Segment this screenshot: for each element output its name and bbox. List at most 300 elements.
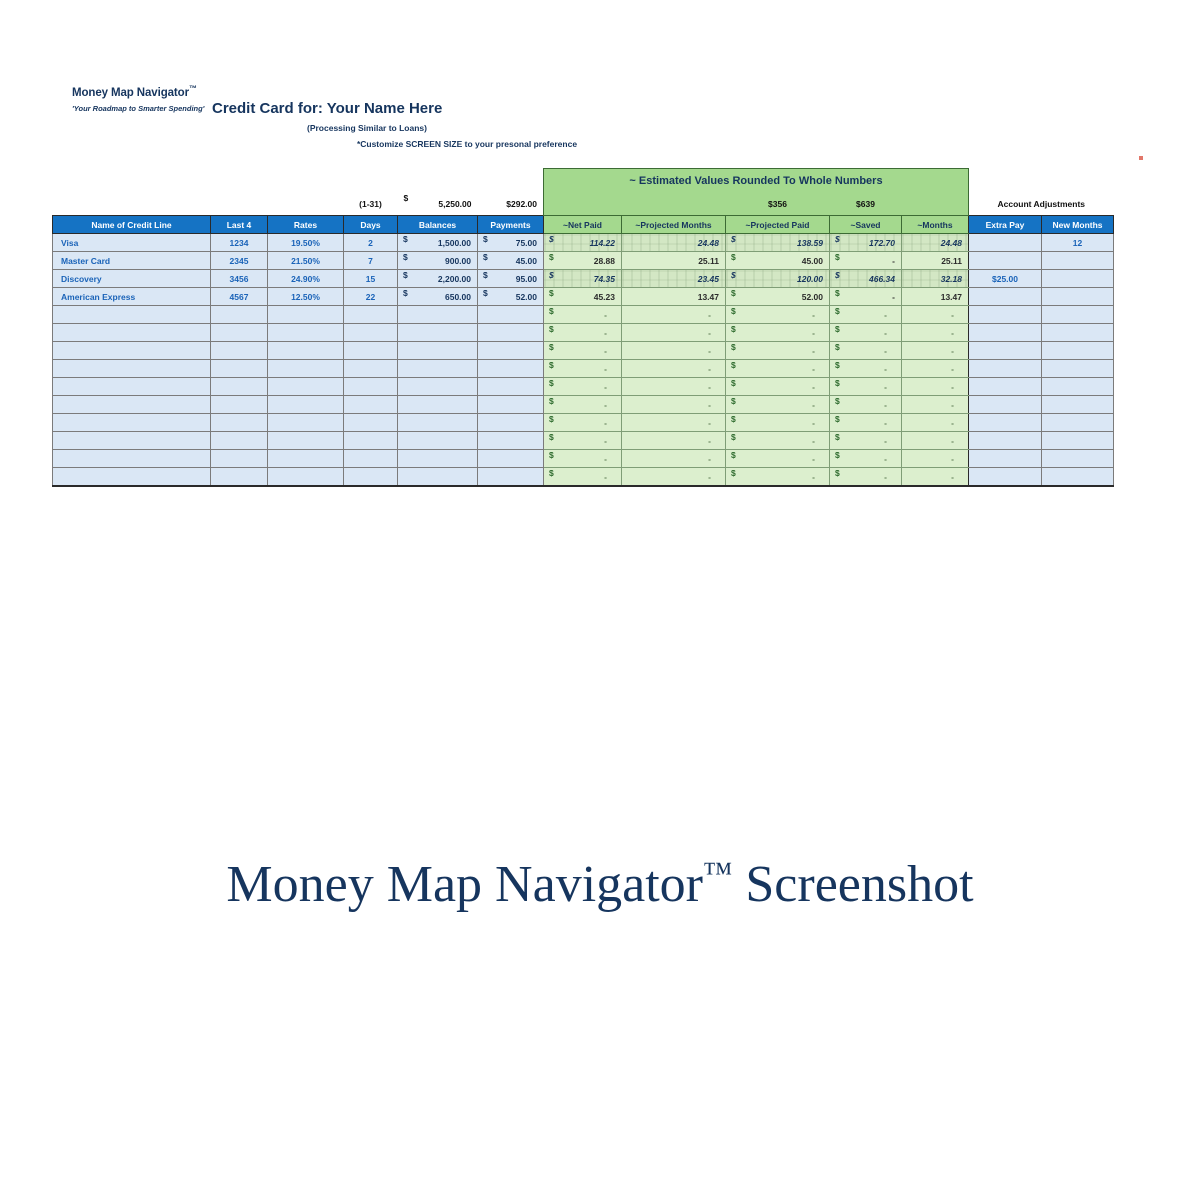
table-row[interactable]	[53, 306, 1114, 324]
cell-new-months[interactable]	[1042, 270, 1114, 288]
cell-projected-paid[interactable]	[726, 450, 830, 468]
currency-symbol: $	[403, 288, 408, 298]
balances-total-symbol: $	[403, 193, 409, 203]
cell-projected-months[interactable]: 23.45	[622, 270, 726, 288]
brand-tagline: 'Your Roadmap to Smarter Spending'	[72, 103, 205, 113]
brand-name-text: Money Map Navigator	[72, 86, 189, 99]
currency-symbol: $	[835, 396, 840, 406]
cell-saved-value: -	[884, 417, 887, 428]
table-row[interactable]	[53, 396, 1114, 414]
cell-projected-paid-value: -	[812, 381, 815, 392]
cell-days[interactable]	[344, 396, 398, 414]
table-row[interactable]	[53, 414, 1114, 432]
cell-last-4[interactable]	[211, 396, 268, 414]
currency-symbol: $	[549, 252, 554, 262]
cell-rate[interactable]	[268, 342, 344, 360]
cell-saved[interactable]	[830, 252, 902, 270]
cell-projected-months[interactable]: -	[622, 414, 726, 432]
table-row[interactable]	[53, 468, 1114, 487]
balances-total-cell	[398, 193, 478, 216]
cell-projected-months[interactable]: -	[622, 468, 726, 487]
header-last-4[interactable]: Last 4	[211, 216, 268, 234]
cell-net-paid-value: -	[604, 471, 607, 482]
cell-saved-value: -	[884, 381, 887, 392]
cell-credit-line-name[interactable]	[53, 360, 211, 378]
cell-rate[interactable]	[268, 396, 344, 414]
cell-last-4[interactable]	[211, 450, 268, 468]
cell-projected-months[interactable]: -	[622, 378, 726, 396]
cell-credit-line-name[interactable]: Discovery	[53, 270, 211, 288]
header-net-paid[interactable]: ~Net Paid	[544, 216, 622, 234]
cell-saved-value: -	[884, 327, 887, 338]
cell-projected-paid[interactable]	[726, 414, 830, 432]
cell-rate[interactable]	[268, 414, 344, 432]
cell-new-months[interactable]	[1042, 468, 1114, 487]
cell-net-paid[interactable]	[544, 234, 622, 252]
cell-balance[interactable]	[398, 378, 478, 396]
cell-extra-pay[interactable]	[969, 252, 1042, 270]
cell-extra-pay[interactable]	[969, 360, 1042, 378]
cell-credit-line-name[interactable]: Master Card	[53, 252, 211, 270]
cell-months[interactable]: -	[902, 414, 969, 432]
table-row[interactable]	[53, 288, 1114, 306]
cell-credit-line-name[interactable]	[53, 378, 211, 396]
cell-balance[interactable]	[398, 306, 478, 324]
cell-balance[interactable]	[398, 414, 478, 432]
brand-trademark-icon: ™	[188, 84, 197, 93]
currency-symbol: $	[403, 234, 408, 244]
cell-rate[interactable]	[268, 450, 344, 468]
currency-symbol: $	[835, 252, 840, 262]
cell-projected-months[interactable]: -	[622, 450, 726, 468]
cell-saved[interactable]	[830, 432, 902, 450]
cell-projected-paid[interactable]	[726, 324, 830, 342]
cell-new-months[interactable]	[1042, 288, 1114, 306]
cell-credit-line-name[interactable]	[53, 396, 211, 414]
cell-net-paid[interactable]	[544, 396, 622, 414]
cell-payment[interactable]	[478, 414, 544, 432]
cell-saved-value: 172.70	[869, 237, 895, 248]
cell-saved-value: -	[884, 363, 887, 374]
currency-symbol: $	[549, 306, 554, 316]
currency-symbol: $	[549, 360, 554, 370]
cell-saved[interactable]	[830, 288, 902, 306]
spacer	[398, 169, 478, 194]
cell-saved[interactable]	[830, 378, 902, 396]
header-projected-paid[interactable]: ~Projected Paid	[726, 216, 830, 234]
cell-last-4[interactable]	[211, 306, 268, 324]
cell-net-paid[interactable]	[544, 342, 622, 360]
red-marker-icon	[1139, 156, 1143, 160]
currency-symbol: $	[835, 270, 840, 280]
cell-last-4[interactable]	[211, 324, 268, 342]
cell-rate[interactable]: 19.50%	[268, 234, 344, 252]
currency-symbol: $	[403, 252, 408, 262]
cell-saved[interactable]	[830, 324, 902, 342]
table-row[interactable]	[53, 324, 1114, 342]
cell-new-months[interactable]	[1042, 414, 1114, 432]
cell-projected-paid[interactable]	[726, 468, 830, 487]
cell-new-months[interactable]	[1042, 396, 1114, 414]
table-row[interactable]	[53, 234, 1114, 252]
cell-net-paid[interactable]	[544, 450, 622, 468]
cell-payment[interactable]	[478, 252, 544, 270]
cell-credit-line-name[interactable]	[53, 324, 211, 342]
cell-months[interactable]: -	[902, 378, 969, 396]
header-days[interactable]: Days	[344, 216, 398, 234]
currency-symbol: $	[731, 432, 736, 442]
header-rates[interactable]: Rates	[268, 216, 344, 234]
header-name-of-credit-line[interactable]: Name of Credit Line	[53, 216, 211, 234]
cell-payment[interactable]	[478, 306, 544, 324]
cell-balance-value: 1,500.00	[437, 237, 471, 248]
cell-projected-paid[interactable]	[726, 270, 830, 288]
cell-credit-line-name[interactable]	[53, 342, 211, 360]
cell-days[interactable]	[344, 468, 398, 487]
cell-projected-paid[interactable]	[726, 288, 830, 306]
cell-days[interactable]: 22	[344, 288, 398, 306]
cell-payment-value: 95.00	[515, 273, 537, 284]
cell-balance[interactable]	[398, 450, 478, 468]
cell-new-months[interactable]	[1042, 324, 1114, 342]
cell-credit-line-name[interactable]: Visa	[53, 234, 211, 252]
account-adjustments-banner: Account Adjustments	[969, 193, 1114, 216]
cell-extra-pay[interactable]	[969, 450, 1042, 468]
cell-new-months[interactable]	[1042, 252, 1114, 270]
table-row[interactable]	[53, 252, 1114, 270]
currency-symbol: $	[549, 342, 554, 352]
spacer-green	[544, 193, 622, 216]
cell-months[interactable]: 24.48	[902, 234, 969, 252]
cell-payment[interactable]	[478, 468, 544, 487]
cell-projected-months[interactable]: -	[622, 342, 726, 360]
cell-projected-paid[interactable]	[726, 306, 830, 324]
spacer	[211, 193, 268, 216]
cell-credit-line-name[interactable]	[53, 450, 211, 468]
cell-last-4[interactable]	[211, 360, 268, 378]
cell-saved-value: -	[892, 255, 895, 266]
currency-symbol: $	[835, 414, 840, 424]
cell-extra-pay[interactable]	[969, 396, 1042, 414]
currency-symbol: $	[731, 288, 736, 298]
table-row[interactable]	[53, 360, 1114, 378]
cell-projected-paid-value: 52.00	[801, 291, 823, 302]
cell-new-months[interactable]	[1042, 450, 1114, 468]
cell-balance[interactable]	[398, 360, 478, 378]
cell-projected-paid-value: -	[812, 435, 815, 446]
cell-extra-pay[interactable]	[969, 378, 1042, 396]
cell-months[interactable]: -	[902, 306, 969, 324]
cell-net-paid[interactable]	[544, 288, 622, 306]
cell-net-paid-value: -	[604, 381, 607, 392]
cell-projected-paid-value: -	[812, 453, 815, 464]
spacer	[268, 169, 344, 194]
cell-payment[interactable]	[478, 234, 544, 252]
cell-saved-value: -	[884, 399, 887, 410]
cell-projected-paid-value: -	[812, 471, 815, 482]
cell-payment[interactable]	[478, 396, 544, 414]
caption-text-before: Money Map Navigator	[226, 856, 703, 913]
cell-net-paid[interactable]	[544, 360, 622, 378]
cell-last-4[interactable]	[211, 378, 268, 396]
cell-saved[interactable]	[830, 414, 902, 432]
cell-days[interactable]	[344, 306, 398, 324]
spreadsheet[interactable]	[52, 168, 1114, 487]
cell-last-4[interactable]: 3456	[211, 270, 268, 288]
cell-rate[interactable]	[268, 378, 344, 396]
table-row[interactable]	[53, 270, 1114, 288]
cell-saved[interactable]	[830, 234, 902, 252]
cell-saved[interactable]	[830, 468, 902, 487]
cell-payment[interactable]	[478, 270, 544, 288]
cell-saved[interactable]	[830, 306, 902, 324]
cell-net-paid-value: -	[604, 309, 607, 320]
cell-new-months[interactable]	[1042, 360, 1114, 378]
currency-symbol: $	[731, 468, 736, 478]
cell-last-4[interactable]: 4567	[211, 288, 268, 306]
cell-payment-value: 45.00	[515, 255, 537, 266]
header-months[interactable]: ~Months	[902, 216, 969, 234]
cell-saved-value: -	[884, 471, 887, 482]
cell-net-paid[interactable]	[544, 432, 622, 450]
cell-projected-paid-value: -	[812, 363, 815, 374]
currency-symbol: $	[549, 414, 554, 424]
cell-balance[interactable]	[398, 252, 478, 270]
estimated-values-banner: ~ Estimated Values Rounded To Whole Numbers	[544, 169, 969, 194]
cell-projected-paid[interactable]	[726, 360, 830, 378]
cell-projected-months[interactable]: 13.47	[622, 288, 726, 306]
cell-days[interactable]: 15	[344, 270, 398, 288]
cell-extra-pay[interactable]	[969, 306, 1042, 324]
cell-net-paid[interactable]	[544, 378, 622, 396]
cell-net-paid-value: -	[604, 417, 607, 428]
cell-months[interactable]: -	[902, 324, 969, 342]
currency-symbol: $	[731, 360, 736, 370]
cell-days[interactable]: 2	[344, 234, 398, 252]
header-extra-pay[interactable]: Extra Pay	[969, 216, 1042, 234]
cell-projected-months[interactable]: -	[622, 306, 726, 324]
cell-net-paid-value: 74.35	[593, 273, 615, 284]
cell-rate[interactable]	[268, 360, 344, 378]
banner-row	[53, 169, 1114, 194]
cell-months[interactable]: -	[902, 432, 969, 450]
cell-balance[interactable]	[398, 396, 478, 414]
currency-symbol: $	[835, 360, 840, 370]
spacer-green	[622, 193, 726, 216]
balances-total-value: 5,250.00	[438, 199, 472, 209]
cell-days[interactable]	[344, 378, 398, 396]
cell-balance[interactable]	[398, 324, 478, 342]
cell-new-months[interactable]	[1042, 432, 1114, 450]
cell-months[interactable]: 32.18	[902, 270, 969, 288]
header-saved[interactable]: ~Saved	[830, 216, 902, 234]
currency-symbol: $	[731, 450, 736, 460]
cell-days[interactable]	[344, 360, 398, 378]
cell-new-months[interactable]	[1042, 342, 1114, 360]
currency-symbol: $	[549, 378, 554, 388]
cell-projected-months[interactable]: -	[622, 324, 726, 342]
cell-credit-line-name[interactable]	[53, 468, 211, 487]
cell-net-paid-value: 28.88	[593, 255, 615, 266]
cell-projected-months[interactable]: -	[622, 396, 726, 414]
cell-rate[interactable]	[268, 306, 344, 324]
cell-credit-line-name[interactable]	[53, 432, 211, 450]
currency-symbol: $	[549, 432, 554, 442]
cell-balance[interactable]	[398, 270, 478, 288]
cell-net-paid[interactable]	[544, 468, 622, 487]
currency-symbol: $	[835, 324, 840, 334]
cell-extra-pay[interactable]	[969, 288, 1042, 306]
cell-new-months[interactable]: 12	[1042, 234, 1114, 252]
saved-total: $639	[830, 193, 902, 216]
header-new-months[interactable]: New Months	[1042, 216, 1114, 234]
cell-projected-paid[interactable]	[726, 378, 830, 396]
cell-net-paid[interactable]	[544, 270, 622, 288]
cell-projected-paid-value: 45.00	[801, 255, 823, 266]
cell-rate[interactable]: 12.50%	[268, 288, 344, 306]
cell-projected-paid[interactable]	[726, 342, 830, 360]
header-payments[interactable]: Payments	[478, 216, 544, 234]
cell-months[interactable]: -	[902, 396, 969, 414]
cell-net-paid-value: -	[604, 435, 607, 446]
cell-saved[interactable]	[830, 450, 902, 468]
cell-projected-paid-value: 138.59	[797, 237, 823, 248]
page-note: *Customize SCREEN SIZE to your presonal preference	[356, 139, 578, 149]
cell-months[interactable]: -	[902, 342, 969, 360]
cell-rate[interactable]	[268, 432, 344, 450]
currency-symbol: $	[549, 450, 554, 460]
cell-months[interactable]: -	[902, 360, 969, 378]
cell-payment[interactable]	[478, 324, 544, 342]
cell-balance[interactable]	[398, 468, 478, 487]
cell-last-4[interactable]: 2345	[211, 252, 268, 270]
cell-payment-value: 52.00	[515, 291, 537, 302]
cell-net-paid[interactable]	[544, 324, 622, 342]
cell-rate[interactable]	[268, 468, 344, 487]
cell-projected-months[interactable]: -	[622, 360, 726, 378]
cell-net-paid[interactable]	[544, 306, 622, 324]
header-projected-months[interactable]: ~Projected Months	[622, 216, 726, 234]
cell-credit-line-name[interactable]: American Express	[53, 288, 211, 306]
cell-credit-line-name[interactable]	[53, 414, 211, 432]
cell-projected-paid[interactable]	[726, 396, 830, 414]
cell-rate[interactable]: 24.90%	[268, 270, 344, 288]
cell-last-4[interactable]	[211, 432, 268, 450]
cell-payment[interactable]	[478, 450, 544, 468]
cell-saved[interactable]	[830, 342, 902, 360]
cell-credit-line-name[interactable]	[53, 306, 211, 324]
cell-last-4[interactable]: 1234	[211, 234, 268, 252]
cell-days[interactable]	[344, 432, 398, 450]
caption-trademark-icon: ™	[702, 856, 733, 890]
cell-rate[interactable]	[268, 324, 344, 342]
cell-days[interactable]	[344, 324, 398, 342]
cell-days[interactable]	[344, 450, 398, 468]
currency-symbol: $	[483, 252, 488, 262]
cell-projected-paid[interactable]	[726, 252, 830, 270]
cell-last-4[interactable]	[211, 342, 268, 360]
cell-extra-pay[interactable]	[969, 324, 1042, 342]
cell-rate[interactable]: 21.50%	[268, 252, 344, 270]
spacer	[478, 169, 544, 194]
cell-days[interactable]: 7	[344, 252, 398, 270]
page-title: Credit Card for: Your Name Here	[212, 100, 443, 117]
cell-days[interactable]	[344, 342, 398, 360]
cell-months[interactable]: -	[902, 468, 969, 487]
currency-symbol: $	[731, 342, 736, 352]
cell-new-months[interactable]	[1042, 378, 1114, 396]
cell-payment[interactable]	[478, 432, 544, 450]
cell-balance[interactable]	[398, 234, 478, 252]
currency-symbol: $	[549, 288, 554, 298]
cell-projected-months[interactable]: 25.11	[622, 252, 726, 270]
cell-new-months[interactable]	[1042, 306, 1114, 324]
table-row[interactable]	[53, 342, 1114, 360]
cell-payment[interactable]	[478, 360, 544, 378]
cell-last-4[interactable]	[211, 414, 268, 432]
cell-saved[interactable]	[830, 396, 902, 414]
cell-saved[interactable]	[830, 360, 902, 378]
table-row[interactable]	[53, 432, 1114, 450]
cell-net-paid-value: -	[604, 363, 607, 374]
cell-projected-paid[interactable]	[726, 432, 830, 450]
currency-symbol: $	[731, 396, 736, 406]
cell-net-paid-value: 45.23	[593, 291, 615, 302]
currency-symbol: $	[483, 270, 488, 280]
table-body[interactable]	[53, 234, 1114, 487]
spacer	[268, 193, 344, 216]
table-row[interactable]	[53, 450, 1114, 468]
cell-balance[interactable]	[398, 432, 478, 450]
cell-months[interactable]: 25.11	[902, 252, 969, 270]
cell-net-paid[interactable]	[544, 252, 622, 270]
payments-total-value: $292.00	[478, 193, 544, 216]
cell-extra-pay[interactable]	[969, 414, 1042, 432]
cell-net-paid[interactable]	[544, 414, 622, 432]
cell-extra-pay[interactable]: $25.00	[969, 270, 1042, 288]
spacer	[1042, 169, 1114, 194]
cell-extra-pay[interactable]	[969, 234, 1042, 252]
currency-symbol: $	[731, 378, 736, 388]
cell-payment[interactable]	[478, 378, 544, 396]
credit-card-table[interactable]	[52, 168, 1114, 487]
cell-days[interactable]	[344, 414, 398, 432]
cell-projected-months[interactable]: 24.48	[622, 234, 726, 252]
cell-extra-pay[interactable]	[969, 342, 1042, 360]
cell-payment[interactable]	[478, 342, 544, 360]
cell-months[interactable]: -	[902, 450, 969, 468]
cell-balance-value: 650.00	[445, 291, 471, 302]
table-row[interactable]	[53, 378, 1114, 396]
cell-payment[interactable]	[478, 288, 544, 306]
cell-balance[interactable]	[398, 342, 478, 360]
cell-projected-paid[interactable]	[726, 234, 830, 252]
cell-months[interactable]: 13.47	[902, 288, 969, 306]
cell-extra-pay[interactable]	[969, 468, 1042, 487]
cell-last-4[interactable]	[211, 468, 268, 487]
cell-projected-months[interactable]: -	[622, 432, 726, 450]
page-subtitle: (Processing Similar to Loans)	[307, 123, 427, 133]
header-balances[interactable]: Balances	[398, 216, 478, 234]
column-header-row	[53, 216, 1114, 234]
currency-symbol: $	[835, 234, 840, 244]
cell-balance[interactable]	[398, 288, 478, 306]
cell-saved[interactable]	[830, 270, 902, 288]
brand-name	[72, 84, 272, 99]
currency-symbol: $	[835, 288, 840, 298]
cell-extra-pay[interactable]	[969, 432, 1042, 450]
cell-saved-value: -	[884, 453, 887, 464]
